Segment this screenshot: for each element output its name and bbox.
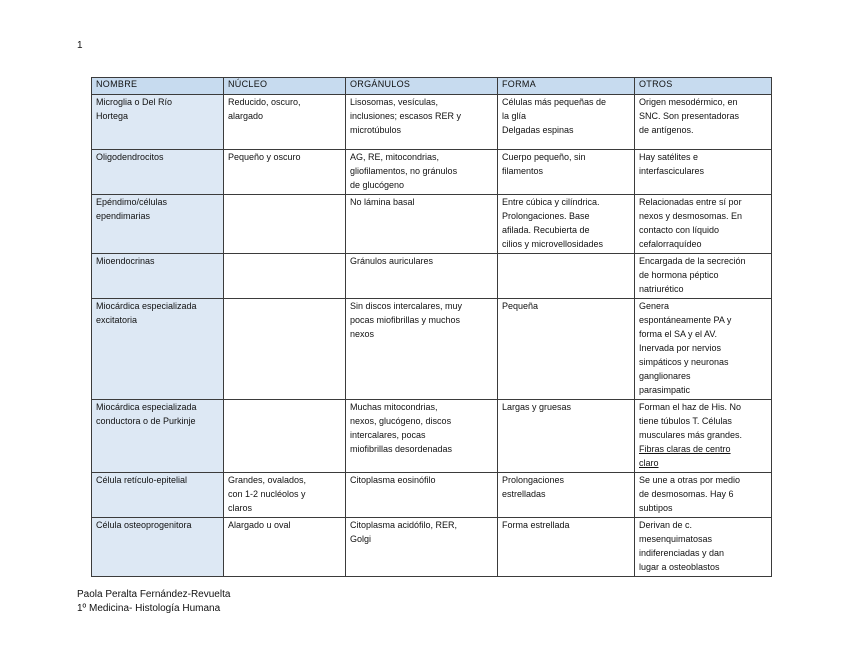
cell-organulos xyxy=(346,299,498,400)
cell-text-line: Hay satélites e xyxy=(639,152,699,162)
cell-text-line: cefalorraquídeo xyxy=(639,239,702,249)
cell-otros xyxy=(635,195,772,254)
table-row xyxy=(92,150,772,195)
cell-text-line: Golgi xyxy=(350,534,372,544)
cell-text-line: de desmosomas. Hay 6 xyxy=(639,489,734,499)
table-row xyxy=(92,195,772,254)
cell-text-line: Origen mesodérmico, en xyxy=(639,97,738,107)
cell-text-line: Prolongaciones. Base xyxy=(502,211,590,221)
cell-text-line: Mioendocrinas xyxy=(96,256,155,266)
cell-text-line: claros xyxy=(228,503,253,513)
cell-text-line: forma el SA y el AV. xyxy=(639,329,718,339)
table-row xyxy=(92,400,772,473)
cell-text-line: nexos, glucógeno, discos xyxy=(350,416,452,426)
cell-nombre xyxy=(92,400,224,473)
cell-text-line: No lámina basal xyxy=(350,197,415,207)
cell-text-line: estrelladas xyxy=(502,489,546,499)
table-row xyxy=(92,518,772,577)
cell-otros xyxy=(635,473,772,518)
cell-text-line: Citoplasma eosinófilo xyxy=(350,475,436,485)
cell-forma xyxy=(498,473,635,518)
cell-text-line: Alargado u oval xyxy=(228,520,291,530)
cell-organulos xyxy=(346,254,498,299)
cell-text-line: Cuerpo pequeño, sin xyxy=(502,152,586,162)
cell-text-line: Entre cúbica y cilíndrica. xyxy=(502,197,600,207)
cell-text-line: nexos xyxy=(350,329,375,339)
cell-otros xyxy=(635,150,772,195)
cell-text-line: Derivan de c. xyxy=(639,520,693,530)
cell-text-line: de glucógeno xyxy=(350,180,405,190)
cell-text-line: claro xyxy=(639,458,659,468)
cell-otros xyxy=(635,299,772,400)
cell-text-line: Prolongaciones xyxy=(502,475,565,485)
cell-otros xyxy=(635,254,772,299)
cell-text-line: tiene túbulos T. Células xyxy=(639,416,732,426)
cell-text-line: de antígenos. xyxy=(639,125,694,135)
cell-text-line: gliofilamentos, no gránulos xyxy=(350,166,458,176)
cell-text-line: contacto con líquido xyxy=(639,225,720,235)
cell-text-line: conductora o de Purkinje xyxy=(96,416,196,426)
cell-nucleo xyxy=(224,299,346,400)
cell-text-line: microtúbulos xyxy=(350,125,402,135)
cell-nucleo xyxy=(224,150,346,195)
cell-nucleo xyxy=(224,95,346,150)
cell-forma xyxy=(498,254,635,299)
cell-nombre xyxy=(92,195,224,254)
cell-organulos xyxy=(346,195,498,254)
cell-text-line: Fibras claras de centro xyxy=(639,444,731,454)
cell-organulos xyxy=(346,400,498,473)
cell-text-line: Miocárdica especializada xyxy=(96,301,197,311)
cell-text-line: Pequeño y oscuro xyxy=(228,152,301,162)
cell-text-line: excitatoria xyxy=(96,315,138,325)
cell-text-line: Célula osteoprogenitora xyxy=(96,520,192,530)
cell-text-line: Delgadas espinas xyxy=(502,125,574,135)
cell-text-line: espontáneamente PA y xyxy=(639,315,732,325)
cell-nucleo xyxy=(224,195,346,254)
cell-text-line: Células más pequeñas de xyxy=(502,97,607,107)
footer-course: 1º Medicina- Histología Humana xyxy=(77,603,221,614)
cell-forma xyxy=(498,195,635,254)
header-nucleo: NÚCLEO xyxy=(224,78,346,95)
cell-text-line: Relacionadas entre sí por xyxy=(639,197,742,207)
cell-text-line: alargado xyxy=(228,111,264,121)
cell-text-line: intercalares, pocas xyxy=(350,430,426,440)
histology-table xyxy=(91,77,772,577)
cell-text-line: afilada. Recubierta de xyxy=(502,225,590,235)
cell-text-line: Largas y gruesas xyxy=(502,402,572,412)
cell-text-line: inclusiones; escasos RER y xyxy=(350,111,462,121)
cell-text-line: Genera xyxy=(639,301,670,311)
cell-text-line: la glía xyxy=(502,111,527,121)
table-row xyxy=(92,254,772,299)
page-number: 1 xyxy=(77,40,83,51)
cell-text-line: cilios y microvellosidades xyxy=(502,239,604,249)
cell-forma xyxy=(498,150,635,195)
cell-text-line: Gránulos auriculares xyxy=(350,256,434,266)
cell-text-line: indiferenciadas y dan xyxy=(639,548,725,558)
cell-text-line: ganglionares xyxy=(639,371,691,381)
cell-text-line: ependimarias xyxy=(96,211,151,221)
cell-nucleo xyxy=(224,518,346,577)
cell-nombre xyxy=(92,473,224,518)
cell-text-line: Muchas mitocondrias, xyxy=(350,402,438,412)
cell-text-line: de hormona péptico xyxy=(639,270,719,280)
table-row xyxy=(92,299,772,400)
cell-text-line: musculares más grandes. xyxy=(639,430,743,440)
cell-forma xyxy=(498,518,635,577)
cell-text-line: pocas miofibrillas y muchos xyxy=(350,315,461,325)
table-row xyxy=(92,95,772,150)
cell-nombre xyxy=(92,518,224,577)
cell-text-line: parasimpatic xyxy=(639,385,691,395)
cell-text-line: Se une a otras por medio xyxy=(639,475,741,485)
cell-nucleo xyxy=(224,400,346,473)
cell-text-line: Citoplasma acidófilo, RER, xyxy=(350,520,458,530)
header-forma: FORMA xyxy=(498,78,635,95)
cell-text-line: Oligodendrocitos xyxy=(96,152,164,162)
cell-text-line: Forma estrellada xyxy=(502,520,570,530)
footer-author: Paola Peralta Fernández-Revuelta xyxy=(77,589,231,600)
cell-nucleo xyxy=(224,254,346,299)
cell-text-line: Epéndimo/células xyxy=(96,197,168,207)
cell-text-line: Miocárdica especializada xyxy=(96,402,197,412)
cell-forma xyxy=(498,400,635,473)
cell-nombre xyxy=(92,299,224,400)
cell-organulos xyxy=(346,518,498,577)
cell-forma xyxy=(498,95,635,150)
cell-text-line: Pequeña xyxy=(502,301,539,311)
cell-organulos xyxy=(346,473,498,518)
cell-nucleo xyxy=(224,473,346,518)
cell-text-line: lugar a osteoblastos xyxy=(639,562,720,572)
cell-text-line: AG, RE, mitocondrias, xyxy=(350,152,440,162)
cell-organulos xyxy=(346,150,498,195)
cell-text-line: Lisosomas, vesículas, xyxy=(350,97,439,107)
cell-text-line: Grandes, ovalados, xyxy=(228,475,307,485)
cell-text-line: mesenquimatosas xyxy=(639,534,713,544)
table-row xyxy=(92,473,772,518)
cell-nombre xyxy=(92,150,224,195)
cell-text-line: Microglia o Del Río xyxy=(96,97,173,107)
cell-text-line: con 1-2 nucléolos y xyxy=(228,489,306,499)
header-nombre: NOMBRE xyxy=(92,78,224,95)
cell-text-line: Célula retículo-epitelial xyxy=(96,475,188,485)
cell-nombre xyxy=(92,95,224,150)
cell-text-line: Forman el haz de His. No xyxy=(639,402,742,412)
header-organulos: ORGÁNULOS xyxy=(346,78,498,95)
cell-otros xyxy=(635,95,772,150)
cell-text-line: nexos y desmosomas. En xyxy=(639,211,743,221)
cell-text-line: Encargada de la secreción xyxy=(639,256,746,266)
cell-text-line: filamentos xyxy=(502,166,544,176)
cell-text-line: natriurético xyxy=(639,284,684,294)
cell-text-line: Sin discos intercalares, muy xyxy=(350,301,463,311)
cell-text-line: Reducido, oscuro, xyxy=(228,97,301,107)
cell-nombre xyxy=(92,254,224,299)
cell-text-line: subtipos xyxy=(639,503,673,513)
cell-text-line: interfasciculares xyxy=(639,166,705,176)
table-header-row xyxy=(92,78,772,95)
cell-text-line: miofibrillas desordenadas xyxy=(350,444,453,454)
cell-otros xyxy=(635,518,772,577)
header-otros: OTROS xyxy=(635,78,772,95)
cell-text-line: SNC. Son presentadoras xyxy=(639,111,740,121)
cell-text-line: simpáticos y neuronas xyxy=(639,357,729,367)
cell-text-line: Inervada por nervios xyxy=(639,343,722,353)
cell-organulos xyxy=(346,95,498,150)
cell-otros xyxy=(635,400,772,473)
cell-forma xyxy=(498,299,635,400)
cell-text-line: Hortega xyxy=(96,111,129,121)
